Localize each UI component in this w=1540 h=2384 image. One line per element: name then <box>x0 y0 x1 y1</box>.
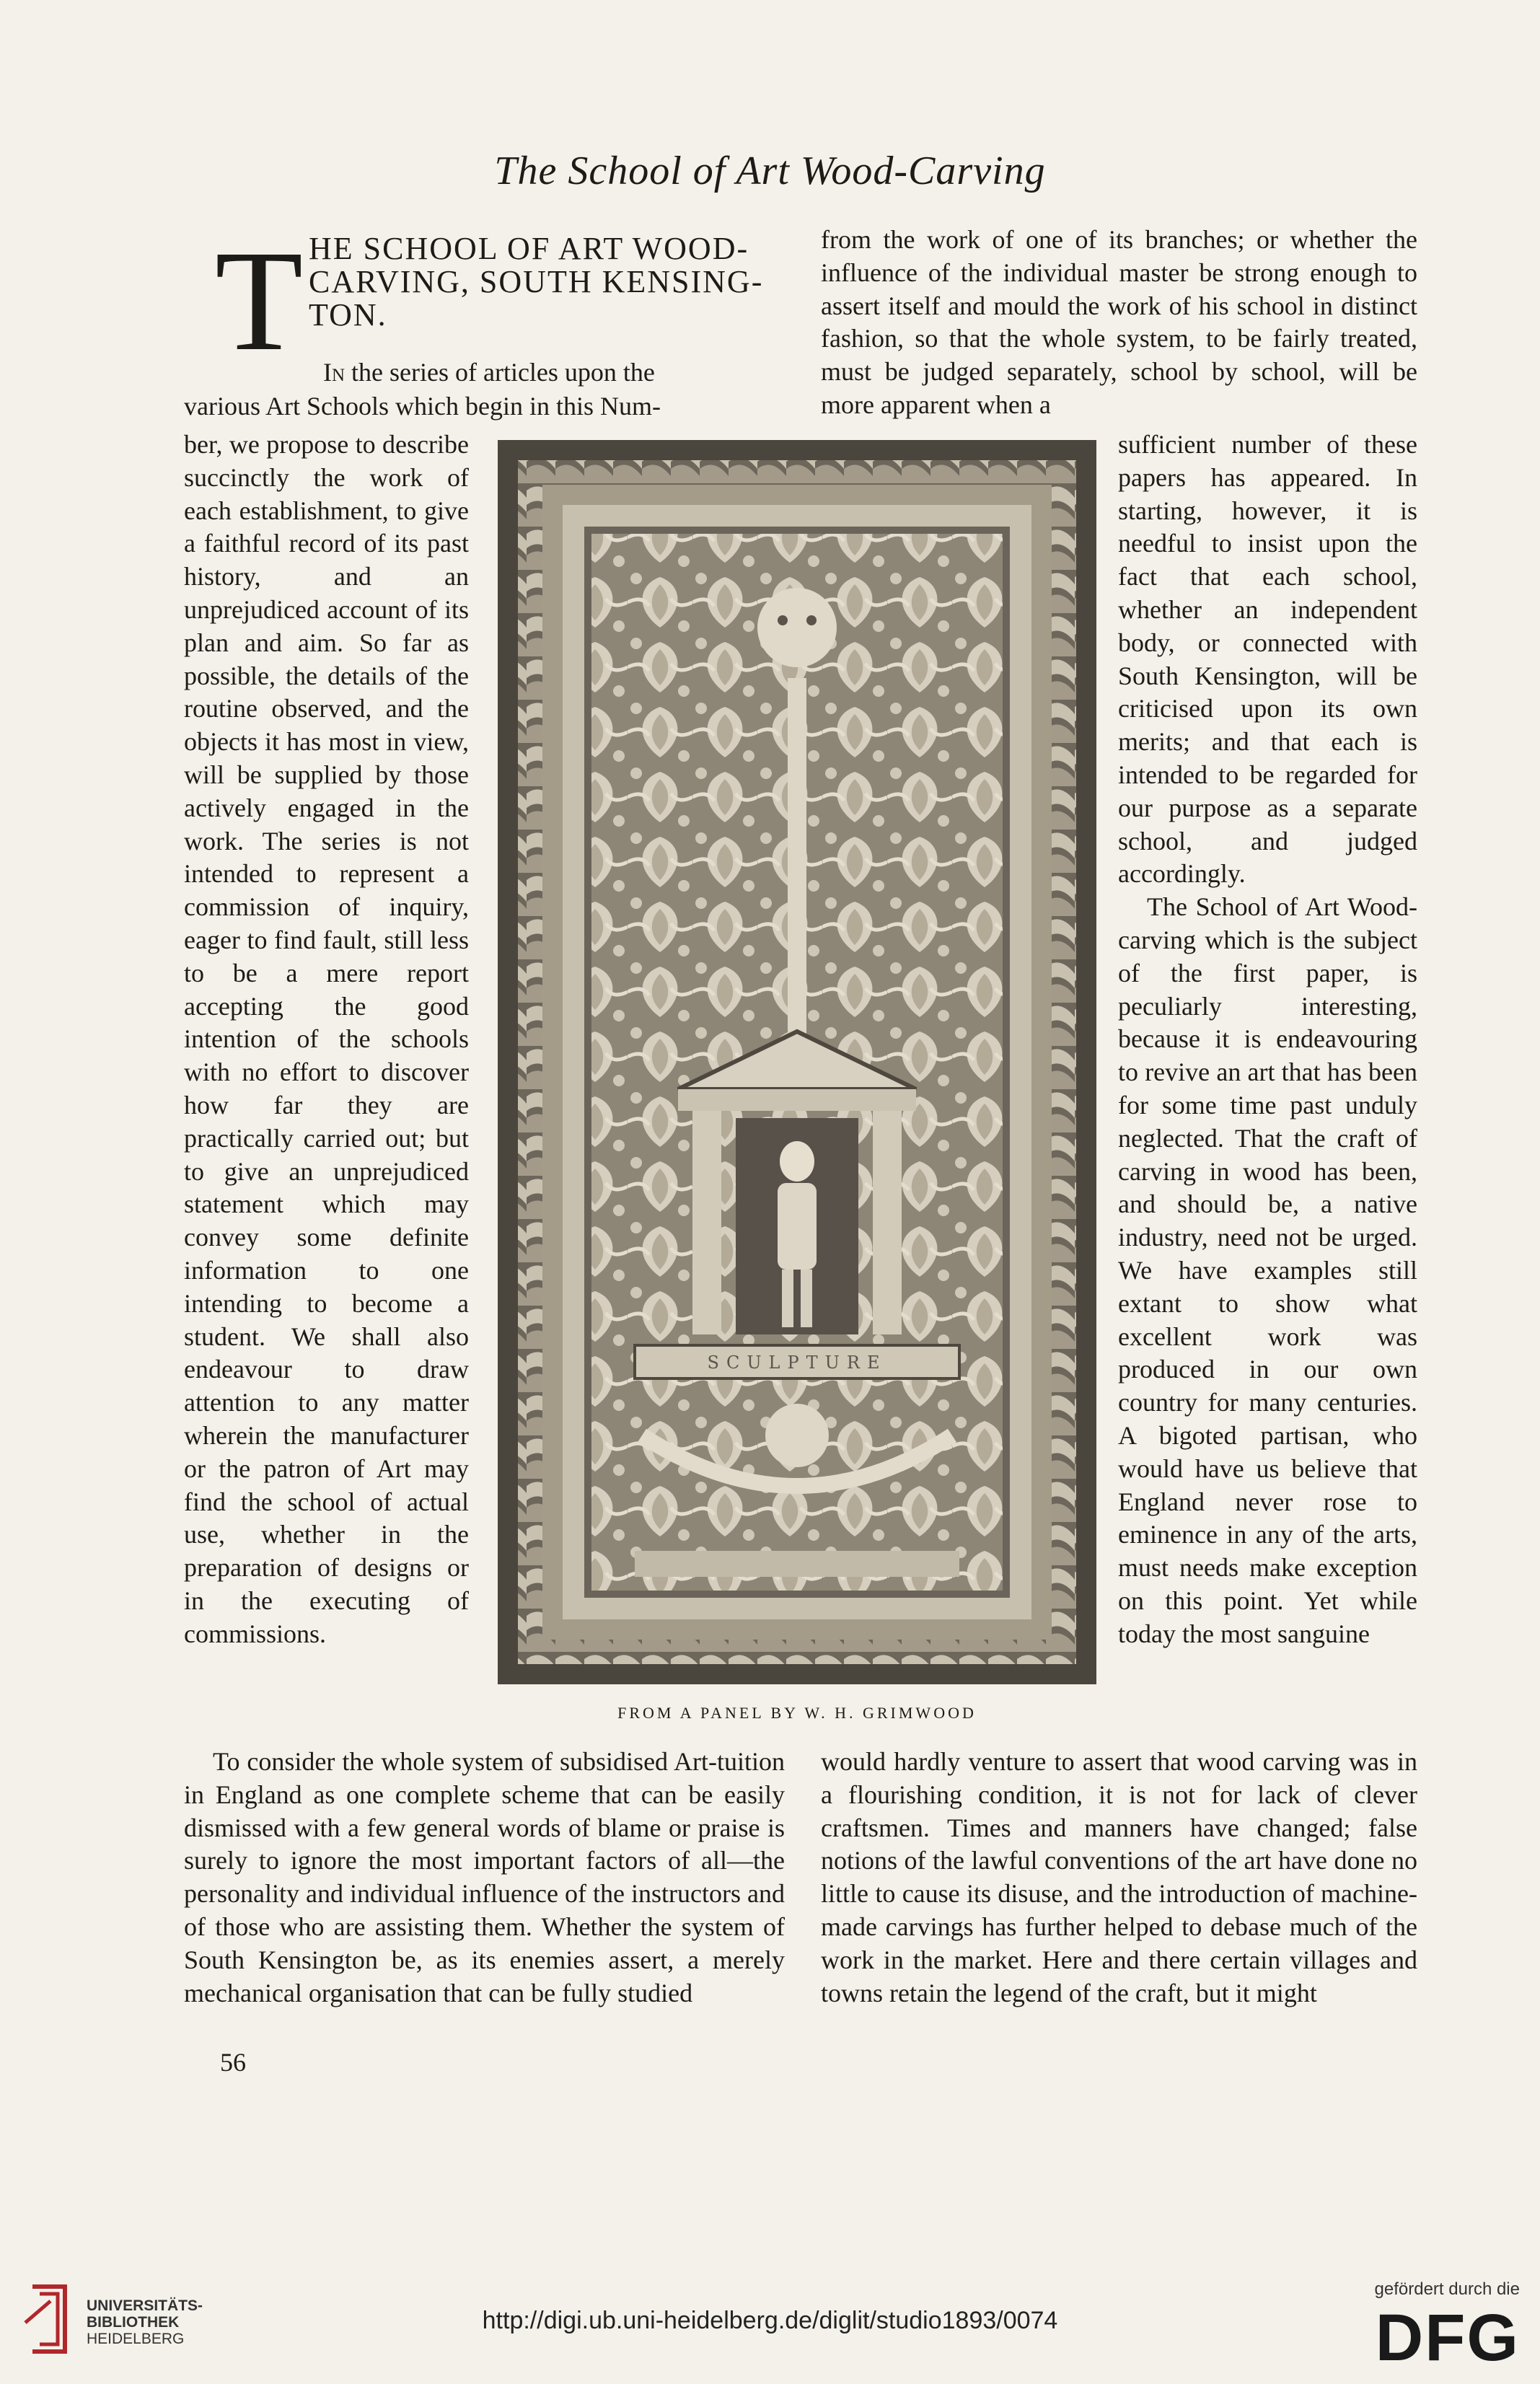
library-name-line: UNIVERSITÄTS- <box>87 2297 203 2314</box>
drop-cap: T <box>215 221 304 381</box>
running-title: The School of Art Wood-Carving <box>494 149 1046 193</box>
paragraph: would hardly venture to assert that wood carving was in a flourishing condition, it is not for lack of clever craftsmen. Times and manners have changed; false notions of the lawful conventions of the art have done no little to cause its disuse, and the introduction of machine-made carvings has further helped to debase much of the work in the market. Here and there certain villages and towns retain the legend of the craft, but it might <box>821 1747 1417 2007</box>
plate-caption: FROM A PANEL BY W. H. GRIMWOOD <box>617 1704 977 1722</box>
carved-panel-plate <box>498 440 1096 1684</box>
page-number: 56 <box>220 2048 246 2077</box>
paragraph: The School of Art Wood-carving which is the subject of the first paper, is peculiarly interesting, because it is endeavouring to revive an art that has been for some time past unduly neglected. That the craft of carving in wood has been, and should be, a native industry, need not be urged. We have examples still extant to show what excellent work was produced in our own country for many centuries. A bigoted partisan, who would have us believe that England never rose to eminence in any of the arts, must needs make exception on this point. Yet while today the most sanguine <box>1118 892 1417 1648</box>
panel-inscription: SCULPTURE <box>707 1352 887 1373</box>
left-column-narrow <box>184 428 469 1650</box>
paragraph: To consider the whole system of subsidised Art-tuition in England as one complete scheme that can be easily dismissed with a few general words of blame or praise is surely to ignore the most important factors of all—the personality and individual influence of the instructors and of those who are assisting them. Whether the system of South Kensington be, as its enemies assert, a merely mechanical organisation that can be fully studied <box>184 1747 785 2007</box>
paragraph: sufficient number of these papers has appeared. In starting, however, it is needful to insist upon the fact that each school, whether an independent body, or connected with South Kensington, will be criticised upon its own merits; and that each is intended to be regarded for our purpose as a separate school, and judged accordingly. <box>1118 430 1417 889</box>
paragraph: from the work of one of its branches; or whether the influence of the individual master be strong enough to assert itself and mould the work of his school in distinct fashion, so that the whole system, to be fairly treated, must be judged separately, school by school, will be more apparent when a <box>821 225 1417 419</box>
paragraph: ber, we propose to describe succinctly the work of each establishment, to give a faithful record of its past history, and an unprejudiced account of its plan and aim. So far as possible, the details of the routine observed, and the objects it has most in view, will be supplied by those actively engaged in the work. The series is not intended to represent a commission of inquiry, eager to find fault, still less to be a mere report accepting the good intention of the schools with no effort to discover how far they are practically carried out; but to give an unprejudiced statement which may convey some definite information to one intending to become a student. We shall also endeavour to draw attention to any matter wherein the manufacturer or the patron of Art may find the school of actual use, whether in the preparation of designs or in the executing of commissions. <box>184 430 469 1648</box>
intro-first-line-text: the series of articles upon the <box>345 358 655 387</box>
intro-first-word: In <box>323 358 346 387</box>
intro-second-line: various Art Schools which begin in this Num- <box>184 392 661 421</box>
sponsor-label: gefördert durch die <box>1374 2279 1520 2299</box>
dfg-logo: DFG <box>1375 2301 1520 2375</box>
carved-panel-illustration <box>498 440 1096 1684</box>
library-name-line: HEIDELBERG <box>87 2331 185 2347</box>
intro-first-line <box>323 356 785 389</box>
right-column-narrow <box>1118 428 1417 1650</box>
right-column-bottom <box>821 1746 1417 2010</box>
library-name-line: BIBLIOTHEK <box>87 2314 180 2331</box>
article-heading: HE SCHOOL OF ART WOOD- CARVING, SOUTH KENSING- TON. <box>309 231 764 333</box>
right-column-top <box>821 224 1417 422</box>
source-url-link[interactable]: http://digi.ub.uni-heidelberg.de/diglit/studio1893/0074 <box>482 2307 1058 2334</box>
left-column-bottom <box>184 1746 785 2010</box>
